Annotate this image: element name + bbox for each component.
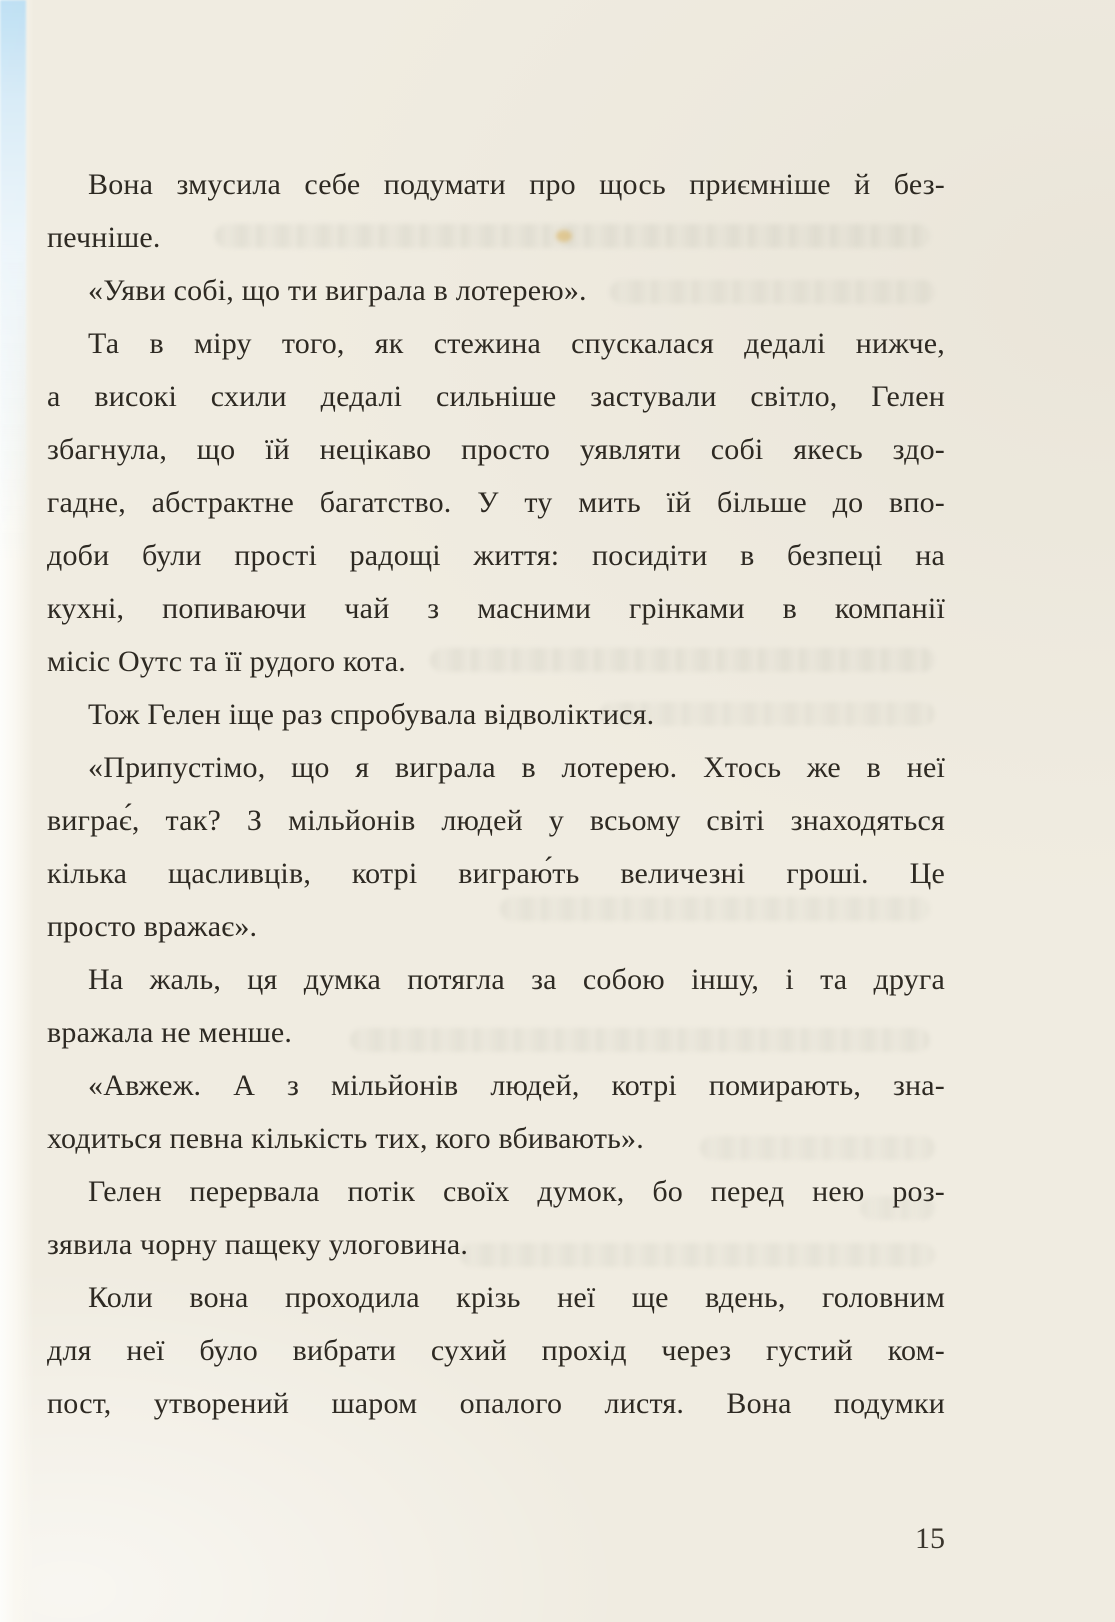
text-line: гадне, абстрактне багатство. У ту мить їй більше до впо- [47, 486, 945, 519]
text-line: ходиться певна кількість тих, кого вбивають». [47, 1122, 644, 1155]
text-line: зявила чорну пащеку улоговина. [47, 1228, 469, 1261]
page-text [47, 158, 945, 1430]
scan-edge-blue-tint [0, 0, 26, 560]
text-line: «Авжеж. А з мільйонів людей, котрі помирають, зна- [88, 1069, 945, 1102]
page-number: 15 [915, 1522, 945, 1555]
text-line: кухні, попиваючи чай з масними грінками в компанії [47, 592, 945, 625]
text-line: збагнула, що їй нецікаво просто уявляти собі якесь здо- [47, 433, 945, 466]
text-line: На жаль, ця думка потягла за собою іншу, і та друга [88, 963, 945, 996]
text-line: «Припустімо, що я виграла в лотерею. Хтось же в неї [88, 751, 945, 784]
text-line: для неї було вибрати сухий прохід через густий ком- [47, 1334, 945, 1367]
text-line: вражала не менше. [47, 1016, 293, 1049]
text-line: «Уяви собі, що ти виграла в лотерею». [88, 274, 587, 307]
text-line: печніше. [47, 221, 161, 254]
text-line: доби були прості радощі життя: посидіти в безпеці на [47, 539, 945, 572]
text-line: Гелен перервала потік своїх думок, бо перед нею роз- [88, 1175, 945, 1208]
text-line: кілька щасливців, котрі виграю́ть величезні гроші. Це [47, 857, 945, 890]
text-line: Тож Гелен іще раз спробувала відволіктися. [88, 698, 655, 731]
text-line: виграє́, так? З мільйонів людей у всьому світі знаходяться [47, 804, 945, 837]
text-line: пост, утворений шаром опалого листя. Вона подумки [47, 1387, 945, 1420]
text-line: а високі схили дедалі сильніше застували світло, Гелен [47, 380, 945, 413]
text-line: Та в міру того, як стежина спускалася дедалі нижче, [88, 327, 945, 360]
text-line: Вона змусила себе подумати про щось приємніше й без- [88, 168, 945, 201]
text-line: місіс Оутс та її рудого кота. [47, 645, 406, 678]
text-line: Коли вона проходила крізь неї ще вдень, головним [88, 1281, 945, 1314]
text-line: просто вражає». [47, 910, 258, 943]
